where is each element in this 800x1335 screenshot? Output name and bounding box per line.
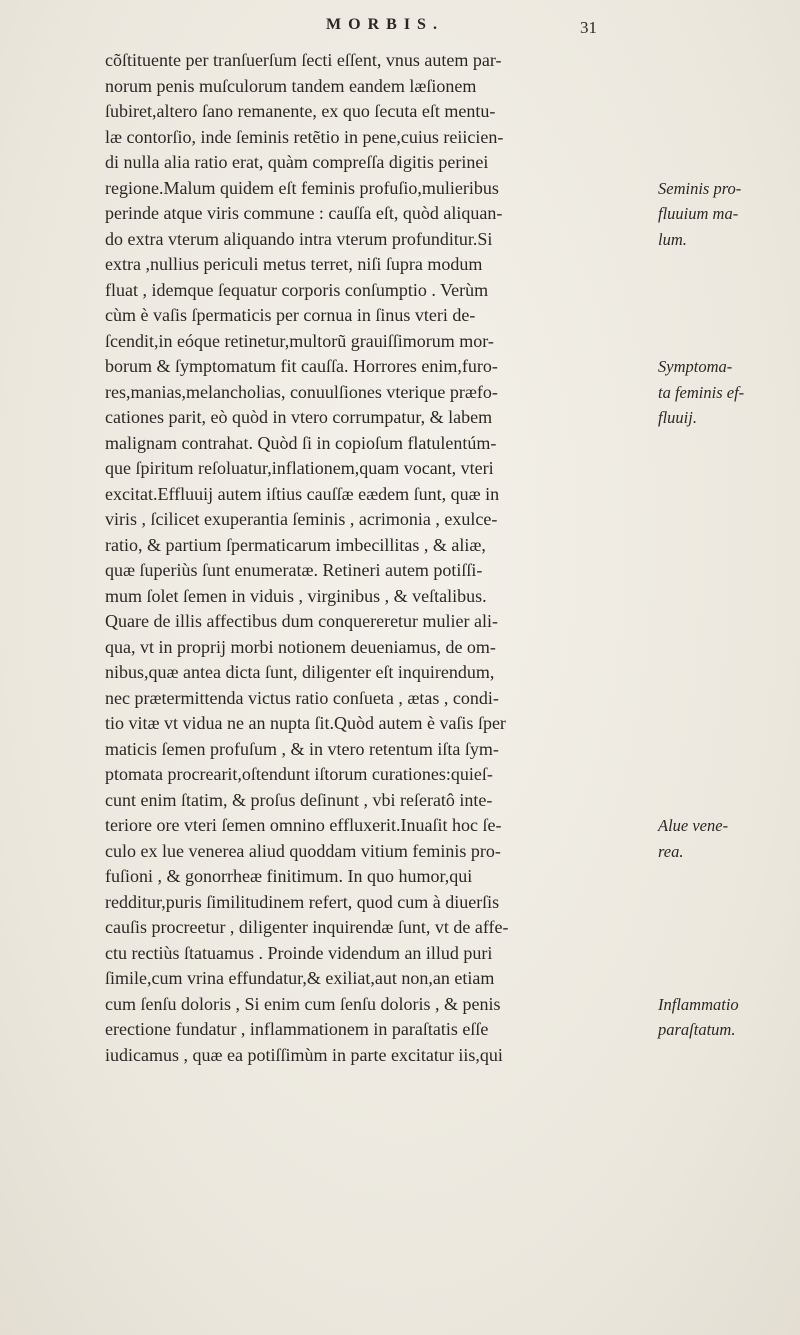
margin-note-line: fluuium ma- — [658, 204, 739, 223]
margin-note-line: Seminis pro- — [658, 178, 742, 198]
text-line: fluat , idemque ſequatur corporis conſumptio . Verùm — [105, 279, 489, 300]
text-line: quæ ſuperiùs ſunt enumeratæ. Retineri autem potiſſi- — [105, 560, 483, 580]
text-line: excitat.Effluuij autem iſtius cauſſæ eædem ſunt, quæ in — [105, 483, 500, 504]
text-line: que ſpiritum reſoluatur,inflationem,quam vocant, vteri — [105, 458, 494, 478]
margin-note-line: rea. — [658, 841, 684, 861]
text-line: qua, vt in proprij morbi notionem deueniamus, de om- — [105, 636, 496, 657]
margin-note — [658, 813, 798, 864]
text-line: culo ex lue venerea aliud quoddam vitium feminis pro- — [105, 840, 501, 861]
text-line: extra ,nullius periculi metus terret, niſi ſupra modum — [105, 254, 483, 274]
text-line: maticis ſemen profuſum , & in vtero retentum iſta ſym- — [105, 738, 499, 759]
text-line: ratio, & partium ſpermaticarum imbecillitas , & aliæ, — [105, 534, 486, 555]
text-line: borum & ſymptomatum fit cauſſa. Horrores enim,furo- — [105, 356, 498, 376]
text-line: cationes parit, eò quòd in vtero corrumpatur, & labem — [105, 407, 493, 427]
margin-note-line: ta feminis ef- — [658, 382, 745, 402]
text-line: regione.Malum quidem eſt feminis profuſio,mulieribus — [105, 177, 499, 198]
text-line: cauſis procreetur , diligenter inquirendæ ſunt, vt de affe- — [105, 917, 509, 937]
text-line: cùm è vaſis ſpermaticis per cornua in ſinus vteri de- — [105, 305, 476, 325]
text-line: di nulla alia ratio erat, quàm compreſſa digitis perinei — [105, 152, 489, 172]
text-line: viris , ſcilicet exuperantia ſeminis , acrimonia , exulce- — [105, 509, 498, 529]
margin-note-line: fluuij. — [658, 408, 697, 427]
margin-note-line: paraſtatum. — [658, 1020, 736, 1039]
margin-note-line: Alue vene- — [658, 816, 729, 835]
text-line: cum ſenſu doloris , Si enim cum ſenſu doloris , & penis — [105, 993, 501, 1014]
text-line: ſubiret,altero ſano remanente, ex quo ſecuta eſt mentu- — [105, 101, 496, 121]
text-line: Quare de illis affectibus dum conquereretur mulier ali- — [105, 611, 499, 631]
text-line: perinde atque viris commune : cauſſa eſt, quòd aliquan- — [105, 203, 503, 223]
text-line: ſimile,cum vrina effundatur,& exiliat,aut non,an etiam — [105, 968, 495, 988]
margin-note-line: Inflammatio — [658, 994, 739, 1014]
text-line: ptomata procrearit,oſtendunt iſtorum curationes:quieſ- — [105, 764, 493, 784]
text-line: mum ſolet ſemen in viduis , virginibus , & veſtalibus. — [105, 585, 487, 606]
text-line: læ contorſio, inde ſeminis retẽtio in pene,cuius reiicien- — [105, 126, 504, 147]
text-line: teriore ore vteri ſemen omnino effluxerit.Inuaſit hoc ſe- — [105, 815, 502, 835]
running-head: MORBIS. — [326, 16, 444, 33]
margin-note — [658, 354, 798, 431]
text-line: norum penis muſculorum tandem eandem læſionem — [105, 75, 477, 96]
text-line: redditur,puris ſimilitudinem refert, quod cum à diuerſis — [105, 891, 500, 912]
text-line: erectione fundatur , inflammationem in paraſtatis eſſe — [105, 1019, 489, 1039]
text-line: cunt enim ſtatim, & proſus deſinunt , vbi reſeratô inte- — [105, 789, 493, 810]
margin-note-line: lum. — [658, 229, 687, 249]
margin-note — [658, 176, 798, 253]
text-line: ctu rectiùs ſtatuamus . Proinde videndum an illud puri — [105, 942, 493, 963]
text-line: nec prætermittenda victus ratio conſueta , ætas , condi- — [105, 687, 499, 708]
text-line: fuſioni , & gonorrheæ finitimum. In quo humor,qui — [105, 866, 473, 886]
page-number: 31 — [580, 18, 597, 37]
text-line: tio vitæ vt vidua ne an nupta ſit.Quòd autem è vaſis ſper — [105, 713, 506, 733]
body-text — [105, 48, 650, 1068]
text-line: malignam contrahat. Quòd ſi in copioſum flatulentúm- — [105, 432, 497, 453]
margin-note — [658, 992, 798, 1043]
text-line: iudicamus , quæ ea potiſſimùm in parte excitatur iis,qui — [105, 1044, 503, 1065]
text-line: ſcendit,in eóque retinetur,multorũ grauiſſimorum mor- — [105, 330, 494, 351]
text-line: res,manias,melancholias, conuulſiones vterique præfo- — [105, 381, 498, 402]
text-line: nibus,quæ antea dicta ſunt, diligenter eſt inquirendum, — [105, 662, 495, 682]
text-line: do extra vterum aliquando intra vterum profunditur.Si — [105, 228, 493, 249]
text-line: cõſtituente per tranſuerſum ſecti eſſent, vnus autem par- — [105, 50, 502, 70]
margin-note-line: Symptoma- — [658, 357, 733, 376]
